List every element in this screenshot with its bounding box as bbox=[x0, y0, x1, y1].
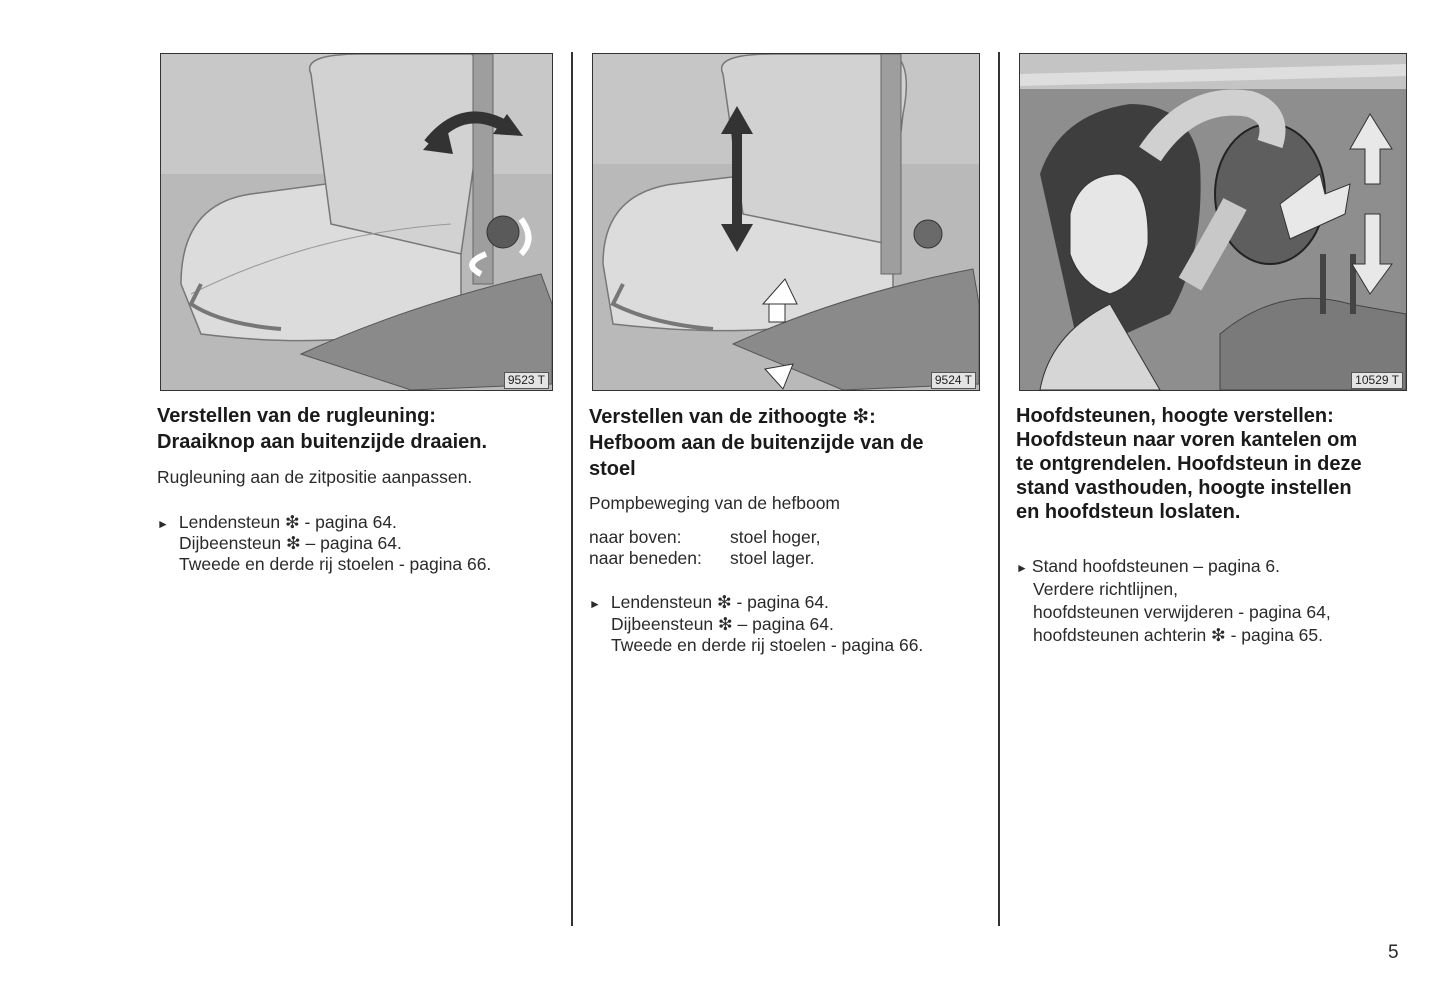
figure-backrest bbox=[160, 53, 553, 391]
col2-row-1 bbox=[589, 526, 820, 548]
seat-height-illustration bbox=[593, 54, 979, 390]
bullet-arrow-icon: ► bbox=[1016, 561, 1028, 575]
col2-ref-3: Tweede en derde rij stoelen - pagina 66. bbox=[611, 635, 924, 655]
ref-text: Lendensteun ❇ - pagina 64. bbox=[178, 512, 397, 532]
bullet-arrow-icon: ► bbox=[157, 517, 169, 531]
col1-body: Rugleuning aan de zitpositie aanpassen. bbox=[157, 467, 473, 487]
row-label: naar boven: bbox=[589, 527, 682, 547]
figure-seat-height bbox=[592, 53, 980, 391]
figure-code: 10529 T bbox=[1351, 372, 1403, 389]
figure-head-restraint bbox=[1019, 53, 1407, 391]
col3-ref-3: hoofdsteunen verwijderen - pagina 64, bbox=[1033, 602, 1331, 622]
col2-heading-line-2: Hefboom aan de buitenzijde van de bbox=[589, 432, 924, 454]
col2-ref-1 bbox=[589, 591, 829, 615]
col3-heading-line-1: Hoofdsteunen, hoogte verstellen: bbox=[1016, 405, 1334, 427]
seat-backrest-illustration bbox=[161, 54, 552, 390]
page-number: 5 bbox=[1388, 942, 1399, 963]
ref-text: Lendensteun ❇ - pagina 64. bbox=[610, 592, 829, 612]
col3-heading-line-5: en hoofdsteun loslaten. bbox=[1016, 501, 1241, 523]
col2-heading-line-1: Verstellen van de zithoogte ❇: bbox=[589, 406, 876, 428]
col1-ref-2: Dijbeensteun ❇ – pagina 64. bbox=[179, 533, 402, 553]
row-value: stoel lager. bbox=[730, 548, 815, 568]
ref-text: Stand hoofdsteunen – pagina 6. bbox=[1031, 556, 1281, 576]
bullet-arrow-icon: ► bbox=[589, 597, 601, 611]
col1-heading-line-2: Draaiknop aan buitenzijde draaien. bbox=[157, 431, 488, 453]
col3-heading-line-3: te ontgrendelen. Hoofdsteun in deze bbox=[1016, 453, 1362, 475]
column-divider-2 bbox=[998, 52, 1000, 926]
col3-heading-line-2: Hoofdsteun naar voren kantelen om bbox=[1016, 429, 1358, 451]
column-divider-1 bbox=[571, 52, 573, 926]
col3-heading-line-4: stand vasthouden, hoogte instellen bbox=[1016, 477, 1352, 499]
col2-row-2 bbox=[589, 547, 815, 569]
row-label: naar beneden: bbox=[589, 548, 702, 568]
col2-ref-2: Dijbeensteun ❇ – pagina 64. bbox=[611, 614, 834, 634]
col1-ref-3: Tweede en derde rij stoelen - pagina 66. bbox=[179, 554, 492, 574]
col1-heading-line-1: Verstellen van de rugleuning: bbox=[157, 405, 436, 427]
col2-heading-line-3: stoel bbox=[589, 458, 636, 480]
figure-code: 9523 T bbox=[504, 372, 549, 389]
figure-code: 9524 T bbox=[931, 372, 976, 389]
row-value: stoel hoger, bbox=[730, 527, 821, 547]
col2-body: Pompbeweging van de hefboom bbox=[589, 493, 841, 513]
head-restraint-illustration bbox=[1020, 54, 1406, 390]
col3-ref-1 bbox=[1016, 555, 1280, 579]
col3-ref-2: Verdere richtlijnen, bbox=[1033, 579, 1178, 599]
col3-ref-4: hoofdsteunen achterin ❇ - pagina 65. bbox=[1033, 625, 1324, 645]
